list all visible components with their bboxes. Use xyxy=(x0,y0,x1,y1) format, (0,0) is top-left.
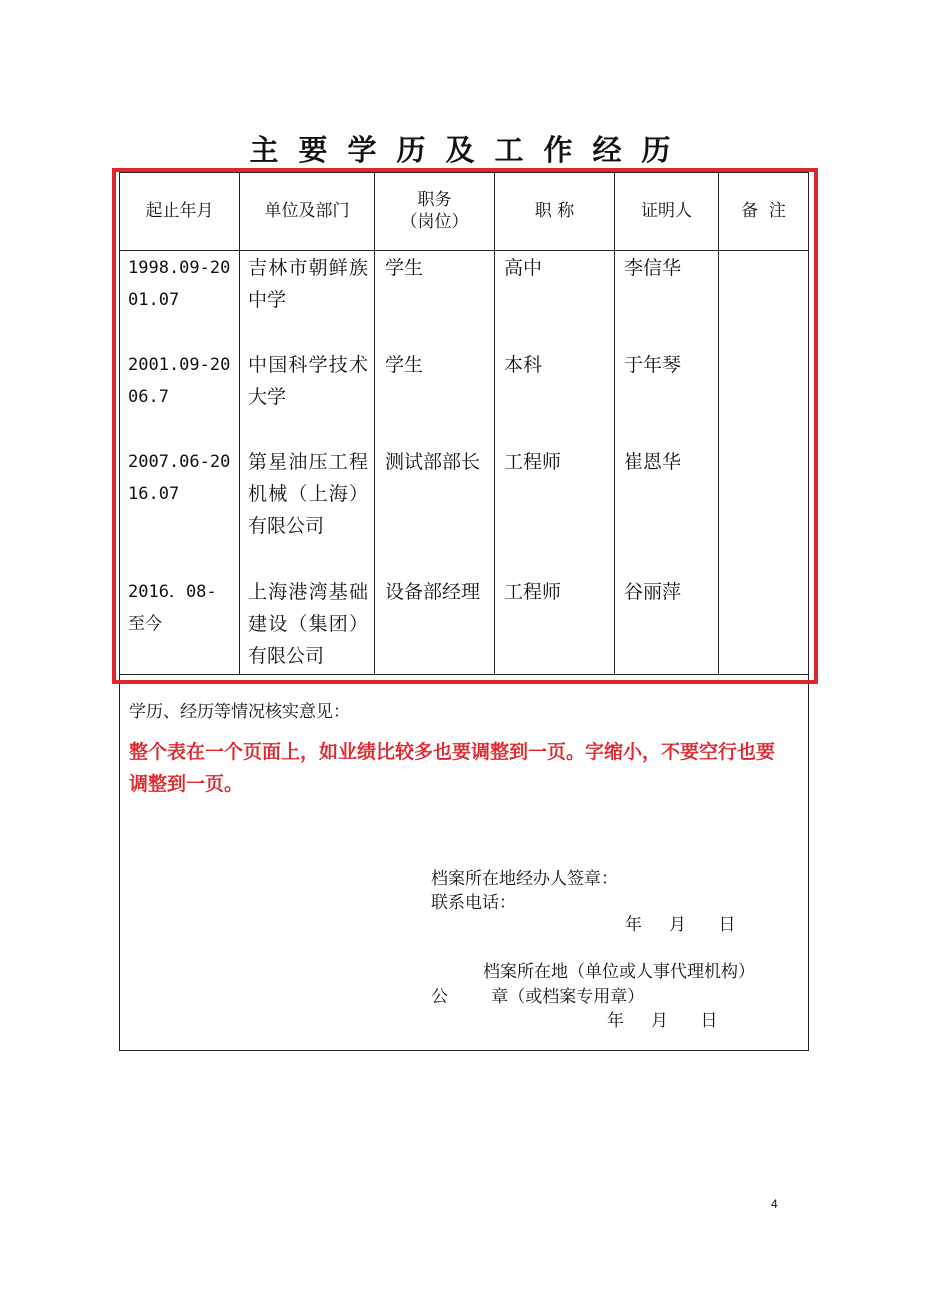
cell-witness: 谷丽萍 xyxy=(624,581,682,603)
header-period: 起止年月 xyxy=(145,201,214,221)
signature-label: 档案所在地经办人签章： xyxy=(431,869,618,889)
date-line-1: 年 月 日 xyxy=(625,915,736,935)
page-number: 4 xyxy=(771,1197,778,1211)
cell-post: 测试部部长 xyxy=(385,451,481,473)
header-post-line1: 职务 xyxy=(417,190,452,210)
cell-rank: 工程师 xyxy=(504,451,562,473)
cell-unit: 第星油压工程机械（上海）有限公司 xyxy=(248,451,368,537)
seal-line-1: 档案所在地（单位或人事代理机构） xyxy=(483,962,755,982)
cell-rank: 工程师 xyxy=(504,581,562,603)
date-line-2: 年 月 日 xyxy=(607,1011,718,1031)
verify-opinion-label: 学历、经历等情况核实意见： xyxy=(129,702,350,722)
cell-witness: 崔恩华 xyxy=(624,451,682,473)
cell-post: 设备部经理 xyxy=(385,581,481,603)
highlight-box xyxy=(112,168,818,684)
cell-period: 1998.09-2001.07 xyxy=(128,258,231,310)
cell-period: 2001.09-2006.7 xyxy=(128,355,231,407)
cell-unit: 中国科学技术大学 xyxy=(248,354,368,408)
header-post-line2: （岗位） xyxy=(400,212,469,232)
page-title: 主要学历及工作经历 xyxy=(249,133,691,167)
cell-unit: 上海港湾基础建设（集团）有限公司 xyxy=(248,581,368,667)
phone-label: 联系电话： xyxy=(431,893,516,913)
header-rank: 职 称 xyxy=(534,201,575,221)
cell-post: 学生 xyxy=(385,257,424,279)
cell-period: 2007.06-2016.07 xyxy=(128,452,231,504)
header-unit: 单位及部门 xyxy=(264,201,350,221)
cell-rank: 本科 xyxy=(504,354,543,376)
cell-witness: 于年琴 xyxy=(624,354,682,376)
cell-witness: 李信华 xyxy=(624,257,682,279)
cell-period: 2016．08-至今 xyxy=(128,582,217,634)
seal-line-2: 公 章（或档案专用章） xyxy=(431,987,645,1007)
cell-rank: 高中 xyxy=(504,257,543,279)
header-witness: 证明人 xyxy=(641,201,692,221)
cell-post: 学生 xyxy=(385,354,424,376)
annotation-note: 整个表在一个页面上，如业绩比较多也要调整到一页。字缩小，不要空行也要调整到一页。 xyxy=(129,741,776,795)
cell-unit: 吉林市朝鲜族中学 xyxy=(248,257,368,311)
header-remark: 备 注 xyxy=(741,201,786,221)
